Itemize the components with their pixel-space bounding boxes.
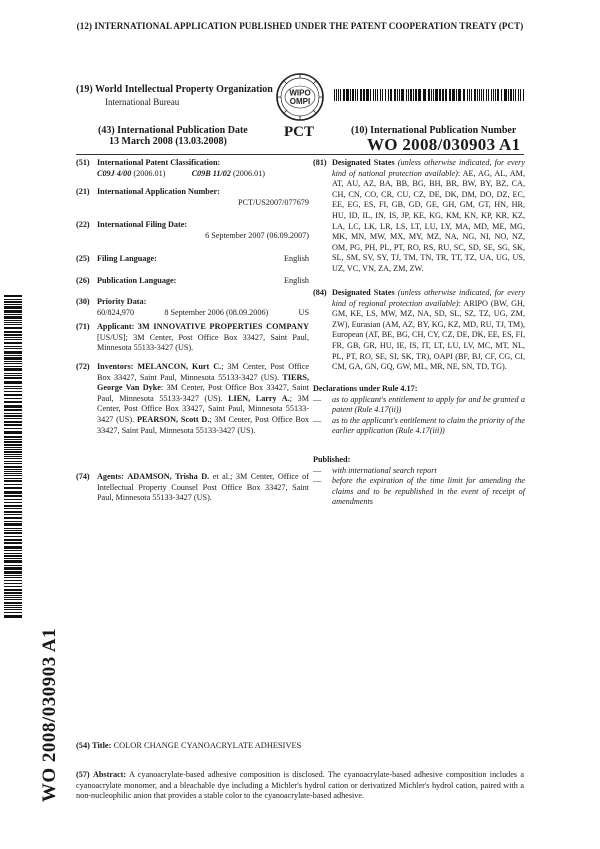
applicant-address: [US/US]; 3M Center, Post Office Box 33427, Saint Paul, Minnesota 55133-3427 (US). [97,332,309,353]
dash-bullet: — [313,394,322,404]
published-2: before the expiration of the time limit for amending the claims and to be republished in the event of receipt of amendments [332,476,525,507]
designated-regional-code: (84) [313,288,327,297]
designated-regional-label: Designated States [332,288,395,297]
priority-label: Priority Data: [97,297,147,306]
priority-block [76,297,309,318]
applicant-name: 3M INNOVATIVE PROPERTIES COMPANY [137,322,309,331]
inventor-3-name: LIEN, Larry A. [228,393,290,403]
designated-regional-states: : ARIPO (BW, GH, GM, KE, LS, MW, MZ, NA, SD, SL, SZ, TZ, UG, ZM, ZW), Eurasian (AM, AZ, BY, KG, KZ, MD, RU, TJ, TM), European (AT, BE, BG, CH, CY, CZ, DE, DK, EE, ES, FI, FR, GB, GR, HU, IE, IS, IT, LT, LU, LV, MC, MT, NL, PL, PT, RO, SE, SI, SK, TR), OAPI (BF, BJ, CF, CG, CI, CM, GA, GN, GQ, GW, ML, MR, NE, SN, TD, TG). [332,298,525,372]
agents-address: et al.; 3M Center, Office of Intellectual Property Counsel Post Office Box 33427, Saint Paul, Minnesota 55133-3427 (US). [97,472,309,503]
agents-label: Agents: [97,472,124,481]
publication-number-value: WO 2008/030903 A1 [367,135,521,154]
declarations-block [313,384,525,437]
designated-national-note: (unless otherwise indicated, for every kind of national protection available) [332,158,526,178]
agents-name: ADAMSON, Trisha D. [127,472,210,481]
designated-national-block [313,158,525,275]
filing-language-code: (25) [76,254,90,263]
abstract [76,770,524,802]
abstract-label: Abstract: [92,770,127,779]
document-header: (12) INTERNATIONAL APPLICATION PUBLISHED UNDER THE PATENT COOPERATION TREATY (PCT) [76,21,524,31]
svg-text:WIPO: WIPO [289,88,311,98]
designated-national-states: : AE, AG, AL, AM, AT, AU, AZ, BA, BB, BG, BH, BR, BW, BY, BZ, CA, CH, CN, CO, CR, CU, CZ, DE, DK, DM, DO, DZ, EC, EE, EG, ES, FI, GB, GD, GE, GH, GM, GT, HN, HR, HU, ID, IL, IN, IS, JP, KE, KG, KM, KN, KP, KR, KZ, LA, LC, LK, LR, LS, LT, LU, LY, MA, MD, ME, MG, MK, MN, MW, MX, MY, MZ, NA, NG, NI, NO, NZ, OM, PG, PH, PL, PT, RO, RS, RU, SC, SD, SE, SG, SK, SL, SM, SV, SY, TJ, TM, TN, TR, TT, TZ, UA, UG, US, UZ, VC, VN, ZA, ZM, ZW. [332,168,525,273]
filing-date-code: (22) [76,220,90,229]
declaration-item [313,416,525,437]
side-publication-number [36,625,64,805]
svg-text:OMPI: OMPI [289,97,311,106]
classification-label: International Patent Classification: [97,158,221,167]
designated-national-code: (81) [313,158,327,167]
filing-date-label: International Filing Date: [97,220,188,229]
publication-number-label-text: International Publication Number [370,125,517,136]
wipo-logo-icon [275,72,325,122]
abstract-code: (57) [76,770,90,779]
classification-c2: C09B 11/02 [191,168,231,178]
applicant-code: (71) [76,322,90,331]
inventor-3-address: ; 3M Center, Post Office Box 33427, Saint Paul, Minnesota 55133-3427 (US). [97,393,309,424]
application-number-label: International Application Number: [97,187,220,196]
published-item [313,466,525,477]
publication-language-label: Publication Language: [97,276,177,285]
publication-language-block [76,276,309,287]
filing-language-value: English [283,254,309,263]
agents-code: (74) [76,472,90,481]
title-label: Title: [92,741,112,750]
publication-date-code: (43) [98,125,115,136]
inventor-4-name: PEARSON, Scott D. [136,414,210,424]
published-1: with international search report [332,465,437,475]
designated-regional-note: (unless otherwise indicated, for every kind of regional protection available) [332,288,526,308]
classification-code: (51) [76,158,90,167]
divider [76,154,524,155]
applicant-block [76,322,309,354]
inventor-2-address: : 3M Center, Post Office Box 33427, Saint Paul, Minnesota 55133-3427 (US). [97,383,310,403]
publication-language-code: (26) [76,276,90,285]
applicant-label: Applicant: [97,322,135,331]
dash-bullet: — [313,415,322,425]
publication-date-label [98,125,248,136]
inventors-code: (72) [76,362,90,371]
declaration-item [313,395,525,416]
publication-date-value: 13 March 2008 (13.03.2008) [109,136,227,147]
inventor-1-name: MELANCON, Kurt C. [137,362,222,371]
declaration-1: as to applicant's entitlement to apply for and be granted a patent (Rule 4.17(ii)) [332,394,525,415]
priority-number: 60/824,970 [97,307,135,317]
agents-block [76,472,309,504]
office-title: World Intellectual Property Organization [95,84,273,95]
inventor-2-name: TIERS, George Van Dyke [97,372,310,393]
designated-regional-block [313,288,525,373]
inventors-block [76,362,309,436]
classification-c1-date: (2006.01) [133,168,166,178]
classification-c2-date: (2006.01) [232,168,266,178]
priority-date: 8 September 2006 (08.09.2006) [164,307,269,317]
office-bureau: International Bureau [105,97,180,107]
published-item [313,476,525,508]
pct-mark: PCT [284,124,314,140]
side-number-text: WO 2008/030903 A1 [39,627,60,803]
filing-language-label: Filing Language: [97,254,157,263]
designated-national-label: Designated States [332,158,395,167]
classification-block [76,158,309,179]
priority-country: US [298,307,309,317]
side-barcode-icon [4,295,22,620]
office-code: (19) [76,84,93,95]
application-number-block [76,187,309,208]
office-name [76,84,273,95]
top-barcode-icon [334,89,526,101]
inventor-1-address: ; 3M Center, Post Office Box 33427, Saint Paul, Minnesota 55133-3427 (US). [97,362,310,382]
inventor-4-address: ; 3M Center, Post Office Box 33427, Saint Paul, Minnesota 55133-3427 (US). [97,414,310,435]
published-heading: Published: [313,455,351,464]
priority-code: (30) [76,297,90,306]
dash-bullet: — [313,476,322,486]
inventors-label: Inventors: [97,362,134,371]
filing-date-block [76,220,309,241]
title-row [76,741,524,750]
application-number-code: (21) [76,187,90,196]
filing-date-value: 6 September 2007 (06.09.2007) [205,230,309,240]
classification-c1: C09J 4/00 [97,168,132,178]
title-value: COLOR CHANGE CYANOACRYLATE ADHESIVES [113,741,302,750]
application-number-value: PCT/US2007/077679 [238,197,309,207]
title-code: (54) [76,741,90,750]
publication-date-label-text: International Publication Date [117,125,248,136]
publication-language-value: English [283,276,309,285]
publication-number-code: (10) [351,125,368,136]
filing-language-block [76,254,309,265]
declaration-2: as to the applicant's entitlement to claim the priority of the earlier application (Rule 4.17(iii)) [332,415,525,436]
declarations-heading: Declarations under Rule 4.17: [313,384,418,393]
published-block [313,455,525,508]
abstract-text: A cyanoacrylate-based adhesive composition is disclosed. The cyanoacrylate-based adhesive composition includes a cyanoacrylate monomer, and a bleachable dye including a Michler's hydrol cation or derivatized Michler's hydrol cation, paired with a non-nucleophilic anion that provides a stable color to the cyanoacrylate-based adhesive. [76,770,524,801]
dash-bullet: — [313,465,322,475]
